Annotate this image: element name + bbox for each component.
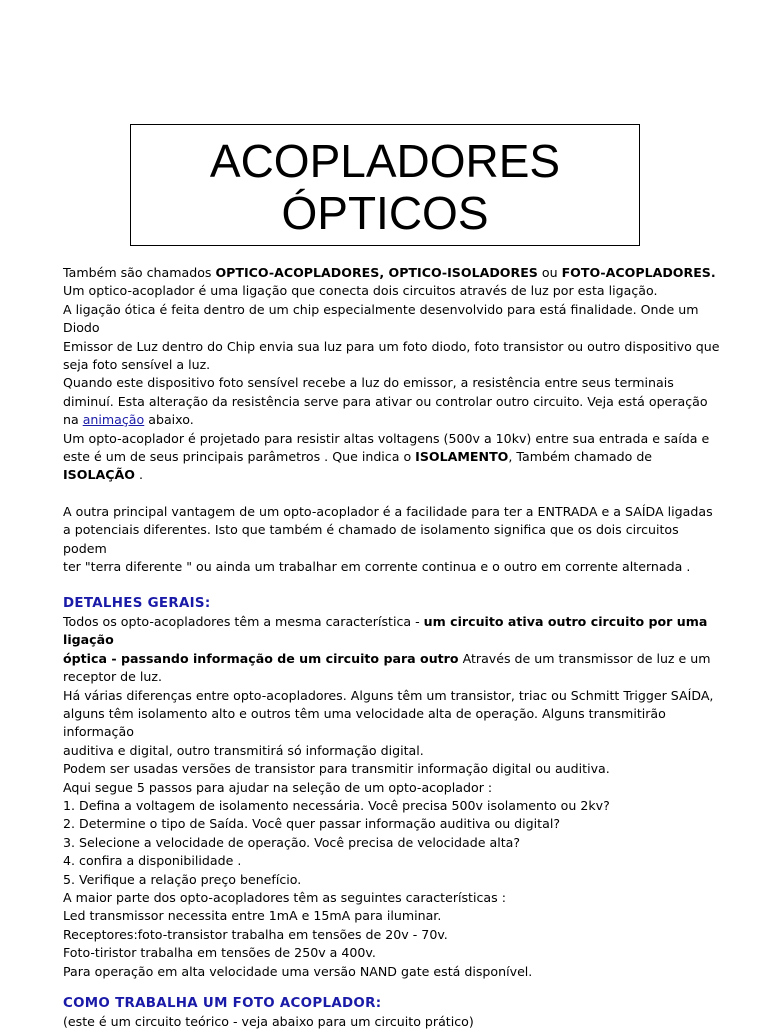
- detalhes-line: receptor de luz.: [63, 669, 162, 685]
- intro-line: Um opto-acoplador é projetado para resistir altas voltagens (500v a 10kv) entre sua entrada e saída e: [63, 430, 710, 446]
- detalhes-line: auditiva e digital, outro transmitirá só informação digital.: [63, 742, 424, 758]
- detalhes-line: 1. Defina a voltagem de isolamento necessária. Você precisa 500v isolamento ou 2kv?: [63, 797, 610, 813]
- page-title-line-1: ACOPLADORES: [209, 135, 561, 187]
- para2-line: ter "terra diferente " ou ainda um trabalhar em corrente continua e o outro em corrente alternada .: [63, 559, 691, 575]
- detalhes-heading: DETALHES GERAIS:: [63, 595, 211, 611]
- title-box: [130, 124, 640, 246]
- para2-line: a potenciais diferentes. Isto que também é chamado de isolamento significa que os dois circuitos podem: [63, 522, 679, 556]
- detalhes-line: 5. Verifique a relação preço benefício.: [63, 871, 302, 887]
- detalhes-line: A maior parte dos opto-acopladores têm as seguintes características :: [63, 890, 506, 905]
- detalhes-line: 3. Selecione a velocidade de operação. Você precisa de velocidade alta?: [63, 834, 521, 850]
- detalhes-line: Receptores:foto-transistor trabalha em tensões de 20v - 70v.: [63, 926, 448, 942]
- como-heading: COMO TRABALHA UM FOTO ACOPLADOR:: [63, 996, 382, 1012]
- intro-line: na animação abaixo.: [63, 412, 194, 428]
- como-line: (este é um circuito teórico - veja abaixo para um circuito prático): [63, 1014, 474, 1030]
- intro-line: Quando este dispositivo foto sensível recebe a luz do emissor, a resistência entre seus terminais: [63, 375, 674, 391]
- intro-line: seja foto sensível a luz.: [63, 357, 211, 373]
- detalhes-line: Podem ser usadas versões de transistor para transmitir informação digital ou auditiva.: [63, 761, 610, 777]
- detalhes-line: 4. confira a disponibilidade .: [63, 853, 242, 869]
- intro-line: Emissor de Luz dentro do Chip envia sua luz para um foto diodo, foto transistor ou outro dispositivo que: [63, 338, 720, 354]
- detalhes-line: Led transmissor necessita entre 1mA e 15mA para iluminar.: [63, 908, 442, 924]
- animacao-link[interactable]: animação: [82, 412, 145, 428]
- detalhes-line: Foto-tiristor trabalha em tensões de 250v a 400v.: [63, 945, 376, 961]
- detalhes-line: alguns têm isolamento alto e outros têm uma velocidade alta de operação. Alguns transmitirão informação: [63, 705, 666, 740]
- para2-line: A outra principal vantagem de um opto-acoplador é a facilidade para ter a ENTRADA e a SAÍDA ligadas: [63, 503, 713, 519]
- intro-line: Também são chamados OPTICO-ACOPLADORES, OPTICO-ISOLADORES ou FOTO-ACOPLADORES.: [63, 265, 716, 280]
- intro-line: este é um de seus principais parâmetros . Que indica o ISOLAMENTO, Também chamado de ISOLAÇÃO .: [63, 449, 653, 483]
- detalhes-line: Aqui segue 5 passos para ajudar na seleção de um opto-acoplador :: [63, 779, 493, 795]
- detalhes-line: 2. Determine o tipo de Saída. Você quer passar informação auditiva ou digital?: [63, 816, 561, 832]
- intro-line: diminuí. Esta alteração da resistência serve para ativar ou controlar outro circuito. Veja está operação: [63, 393, 708, 409]
- detalhes-line: Para operação em alta velocidade uma versão NAND gate está disponível.: [63, 963, 533, 979]
- intro-line: A ligação ótica é feita dentro de um chip especialmente desenvolvido para está finalidade. Onde um Diodo: [63, 301, 699, 336]
- page-title-line-2: ÓPTICOS: [281, 187, 489, 239]
- intro-line: Um optico-acoplador é uma ligação que conecta dois circuitos através de luz por esta ligação.: [63, 283, 658, 299]
- document-body: [63, 264, 723, 1032]
- detalhes-line: Há várias diferenças entre opto-acopladores. Alguns têm um transistor, triac ou Schmitt Trigger SAÍDA,: [63, 687, 714, 703]
- detalhes-line: óptica - passando informação de um circuito para outro Através de um transmissor de luz e um: [63, 650, 711, 666]
- detalhes-line: Todos os opto-acopladores têm a mesma característica - um circuito ativa outro circuito por uma ligação: [63, 613, 708, 648]
